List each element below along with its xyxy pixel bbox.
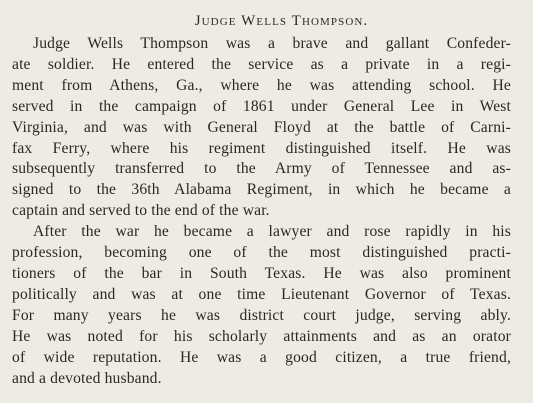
text-line: profession, becoming one of the most distinguished practi-: [12, 244, 511, 262]
text-line: of wide reputation. He was a good citizen, a true friend,: [12, 348, 511, 366]
text-line: ate soldier. He entered the service as a private in a regi-: [12, 55, 511, 73]
text-line: politically and was at one time Lieutenant Governor of Texas.: [12, 285, 511, 303]
text-line: After the war he became a lawyer and rose rapidly in his: [33, 223, 511, 241]
text-line: He was noted for his scholarly attainments and as an orator: [12, 327, 511, 345]
text-line: captain and served to the end of the war.: [12, 202, 270, 220]
text-line: Judge Wells Thompson was a brave and gallant Confeder-: [33, 35, 511, 52]
text-line: signed to the 36th Alabama Regiment, in which he became a: [12, 181, 511, 199]
text-line: ment from Athens, Ga., where he was attending school. He: [12, 76, 511, 94]
article-title: Judge Wells Thompson.: [194, 13, 369, 29]
text-line: For many years he was district court judge, serving ably.: [12, 306, 511, 324]
paragraph-1: [12, 34, 511, 222]
text-line: fax Ferry, where his regiment distinguished itself. He was: [12, 139, 511, 157]
text-line: subsequently transferred to the Army of Tennessee and as-: [12, 160, 511, 178]
text-line: and a devoted husband.: [12, 369, 162, 387]
paragraph-2: [12, 222, 511, 389]
text-line: Virginia, and was with General Floyd at the battle of Carni-: [12, 118, 511, 136]
text-line: tioners of the bar in South Texas. He was also prominent: [12, 264, 511, 282]
text-line: served in the campaign of 1861 under General Lee in West: [12, 97, 511, 115]
